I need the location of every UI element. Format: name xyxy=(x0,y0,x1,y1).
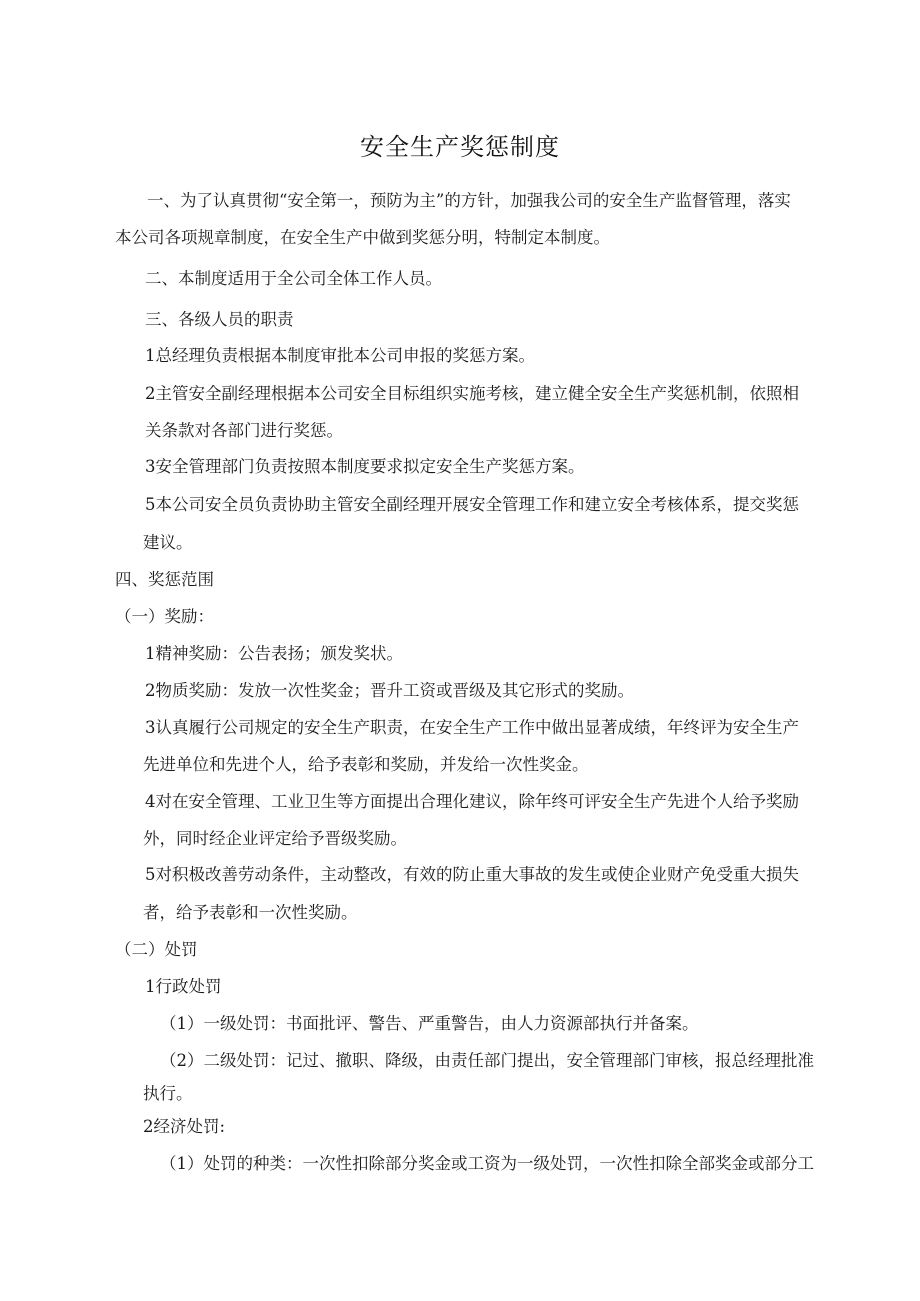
paragraph-line: 三、各级人员的职责 xyxy=(145,310,294,329)
paragraph-line: 一、为了认真贯彻“安全第一，预防为主”的方针，加强我公司的安全生产监督管理，落实 xyxy=(147,191,791,210)
paragraph-line: （1）处罚的种类：一次性扣除部分奖金或工资为一级处罚，一次性扣除全部奖金或部分工 xyxy=(160,1154,814,1173)
paragraph-line: 者，给予表彰和一次性奖励。 xyxy=(143,903,358,922)
paragraph-line: （1）一级处罚：书面批评、警告、严重警告，由人力资源部执行并备案。 xyxy=(160,1014,699,1033)
paragraph-line: 3认真履行公司规定的安全生产职责，在安全生产工作中做出显著成绩，年终评为安全生产 xyxy=(145,718,799,737)
paragraph-line: 外，同时经企业评定给予晋级奖励。 xyxy=(143,829,407,848)
paragraph-line: 先进单位和先进个人，给予表彰和奖励，并发给一次性奖金。 xyxy=(143,755,589,774)
paragraph-line: 1精神奖励：公告表扬；颁发奖状。 xyxy=(145,644,403,663)
subsection-heading: （一）奖励： xyxy=(115,607,214,626)
paragraph-line: 本公司各项规章制度，在安全生产中做到奖惩分明，特制定本制度。 xyxy=(115,228,610,247)
paragraph-line: 5对积极改善劳动条件，主动整改，有效的防止重大事故的发生或使企业财产免受重大损失 xyxy=(145,865,799,884)
paragraph-line: 4对在安全管理、工业卫生等方面提出合理化建议，除年终可评安全生产先进个人给予奖励 xyxy=(145,792,799,811)
document-title: 安全生产奖惩制度 xyxy=(360,133,560,161)
paragraph-line: 1总经理负责根据本制度审批本公司申报的奖惩方案。 xyxy=(145,346,535,365)
paragraph-line: （2）二级处罚：记过、撤职、降级，由责任部门提出，安全管理部门审核，报总经理批准 xyxy=(160,1051,814,1070)
paragraph-line: 二、本制度适用于全公司全体工作人员。 xyxy=(145,269,442,288)
paragraph-line: 5本公司安全员负责协助主管安全副经理开展安全管理工作和建立安全考核体系，提交奖惩 xyxy=(145,495,799,514)
paragraph-line: 2经济处罚: xyxy=(143,1117,226,1136)
paragraph-line: 2物质奖励：发放一次性奖金；晋升工资或晋级及其它形式的奖励。 xyxy=(145,681,634,700)
paragraph-line: 执行。 xyxy=(143,1084,193,1103)
subsection-heading: （二）处罚 xyxy=(115,940,198,959)
paragraph-line: 2主管安全副经理根据本公司安全目标组织实施考核，建立健全安全生产奖惩机制，依照相 xyxy=(145,384,799,403)
paragraph-line: 关条款对各部门进行奖惩。 xyxy=(145,421,343,440)
section-heading: 四、奖惩范围 xyxy=(115,570,214,589)
paragraph-line: 1行政处罚 xyxy=(145,977,222,996)
paragraph-line: 3安全管理部门负责按照本制度要求拟定安全生产奖惩方案。 xyxy=(145,457,585,476)
paragraph-line: 建议。 xyxy=(143,533,193,552)
